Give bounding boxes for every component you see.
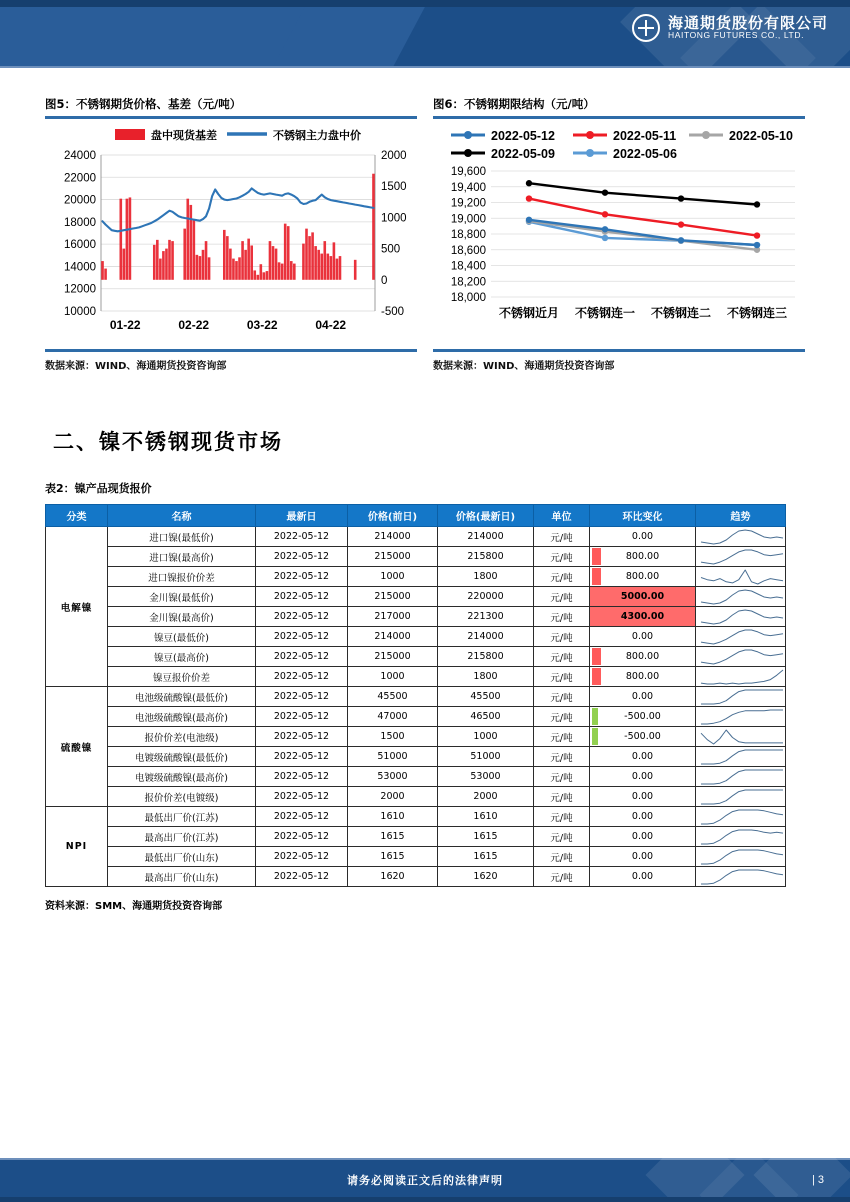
table-cell-name: 最低出厂价(山东) — [108, 847, 256, 867]
table-source: 资料来源：SMM、海通期货投资咨询部 — [45, 901, 223, 912]
svg-text:18000: 18000 — [64, 216, 96, 229]
change-value: 800.00 — [625, 651, 660, 662]
table-cell-unit: 元/吨 — [534, 807, 590, 827]
table-row — [46, 587, 786, 607]
svg-text:0: 0 — [381, 274, 388, 287]
table-row — [46, 527, 786, 547]
change-value: 5000.00 — [620, 591, 665, 602]
table-cell-price-prev: 51000 — [348, 747, 438, 767]
table-cell-unit: 元/吨 — [534, 707, 590, 727]
change-value: 0.00 — [631, 531, 654, 542]
table-cell-date: 2022-05-12 — [256, 787, 348, 807]
table-cell-date: 2022-05-12 — [256, 567, 348, 587]
table-cell-date: 2022-05-12 — [256, 847, 348, 867]
header-bottom-line — [0, 66, 850, 68]
table-cell-change — [590, 547, 696, 567]
figure-5-caption: 图5：不锈钢期货价格、基差（元/吨） — [45, 97, 242, 111]
table-cell-change — [590, 787, 696, 807]
table-cell-name: 进口镍(最低价) — [108, 527, 256, 547]
table-cell-name: 报价价差(电镀级) — [108, 787, 256, 807]
table-cell-price-prev: 1620 — [348, 867, 438, 887]
change-value: 0.00 — [631, 851, 654, 862]
change-value: 4300.00 — [620, 611, 665, 622]
table-cell-date: 2022-05-12 — [256, 727, 348, 747]
table-cell-name: 金川镍(最低价) — [108, 587, 256, 607]
table-cell-trend-sparkline — [696, 667, 786, 687]
change-bar — [592, 568, 601, 585]
svg-text:1000: 1000 — [381, 212, 407, 225]
svg-text:不锈钢连二: 不锈钢连二 — [650, 306, 712, 320]
table-cell-unit: 元/吨 — [534, 567, 590, 587]
table-cell-trend-sparkline — [696, 707, 786, 727]
table-cell-trend-sparkline — [696, 807, 786, 827]
table-row — [46, 567, 786, 587]
table-cell-price-prev: 47000 — [348, 707, 438, 727]
table-cell-unit: 元/吨 — [534, 667, 590, 687]
table-cell-price-prev: 1615 — [348, 847, 438, 867]
table-cell-change — [590, 727, 696, 747]
table-cell-price-prev: 1000 — [348, 667, 438, 687]
table-cell-unit: 元/吨 — [534, 587, 590, 607]
table-cell-trend-sparkline — [696, 547, 786, 567]
table-cell-change — [590, 607, 696, 627]
change-value: 0.00 — [631, 771, 654, 782]
table-cell-unit: 元/吨 — [534, 607, 590, 627]
table-cell-change — [590, 807, 696, 827]
figure-6-svg — [433, 119, 805, 347]
table-cell-price-prev: 2000 — [348, 787, 438, 807]
table-cell-price-latest: 1800 — [438, 667, 534, 687]
change-value: 0.00 — [631, 791, 654, 802]
table-cell-price-prev: 214000 — [348, 527, 438, 547]
table-row — [46, 607, 786, 627]
table-cell-name: 电池级硫酸镍(最高价) — [108, 707, 256, 727]
col-header-trend: 趋势 — [696, 505, 786, 527]
svg-text:22000: 22000 — [64, 172, 96, 185]
table-cell-price-latest: 1800 — [438, 567, 534, 587]
svg-text:18,000: 18,000 — [450, 292, 486, 304]
figure-6 — [433, 96, 805, 372]
col-header-price-prev: 价格(前日) — [348, 505, 438, 527]
change-value: 0.00 — [631, 751, 654, 762]
change-value: -500.00 — [624, 711, 661, 722]
table-cell-trend-sparkline — [696, 587, 786, 607]
svg-text:2022-05-11: 2022-05-11 — [613, 129, 677, 143]
change-bar — [592, 648, 601, 665]
table-cell-date: 2022-05-12 — [256, 647, 348, 667]
table-cell-price-prev: 215000 — [348, 547, 438, 567]
table-cell-unit: 元/吨 — [534, 847, 590, 867]
svg-text:12000: 12000 — [64, 283, 96, 296]
table-cell-name: 镍豆(最高价) — [108, 647, 256, 667]
svg-text:不锈钢近月: 不锈钢近月 — [498, 306, 560, 320]
svg-text:不锈钢连三: 不锈钢连三 — [726, 306, 788, 320]
table-cell-price-latest: 1620 — [438, 867, 534, 887]
table-cell-change — [590, 587, 696, 607]
table-row — [46, 707, 786, 727]
table-cell-change — [590, 867, 696, 887]
table-cell-price-latest: 53000 — [438, 767, 534, 787]
table-cell-name: 进口镍(最高价) — [108, 547, 256, 567]
table-cell-change — [590, 707, 696, 727]
section-heading: 二、镍不锈钢现货市场 — [53, 430, 283, 454]
svg-text:2022-05-06: 2022-05-06 — [613, 147, 677, 161]
table-header-row — [46, 505, 786, 527]
col-header-name: 名称 — [108, 505, 256, 527]
figure-5-plot — [45, 119, 417, 347]
change-value: -500.00 — [624, 731, 661, 742]
table-cell-price-prev: 1610 — [348, 807, 438, 827]
table-cell-unit: 元/吨 — [534, 527, 590, 547]
table-cell-price-latest: 1615 — [438, 847, 534, 867]
table-row — [46, 727, 786, 747]
footer-disclaimer: 请务必阅读正文后的法律声明 — [347, 1174, 503, 1187]
table-cell-price-latest: 1000 — [438, 727, 534, 747]
table-cell-price-latest: 215800 — [438, 647, 534, 667]
table-cell-unit: 元/吨 — [534, 767, 590, 787]
change-value: 0.00 — [631, 811, 654, 822]
table-cell-name: 电池级硫酸镍(最低价) — [108, 687, 256, 707]
svg-text:01-22: 01-22 — [109, 318, 141, 332]
svg-text:19,000: 19,000 — [450, 213, 486, 226]
table-cell-change — [590, 747, 696, 767]
table-caption: 表2：镍产品现货报价 — [45, 482, 152, 495]
svg-text:2022-05-09: 2022-05-09 — [491, 147, 555, 161]
table-cell-unit: 元/吨 — [534, 727, 590, 747]
page-footer-banner — [0, 1158, 850, 1202]
table-cell-trend-sparkline — [696, 627, 786, 647]
table-cell-unit: 元/吨 — [534, 687, 590, 707]
table-cell-trend-sparkline — [696, 787, 786, 807]
table-cell-price-prev: 215000 — [348, 587, 438, 607]
figure-5-svg — [45, 119, 417, 347]
svg-text:10000: 10000 — [64, 306, 96, 318]
table-cell-trend-sparkline — [696, 847, 786, 867]
figure-6-caption: 图6：不锈钢期限结构（元/吨） — [433, 97, 595, 111]
table-cell-price-latest: 220000 — [438, 587, 534, 607]
table-cell-price-prev: 1500 — [348, 727, 438, 747]
change-bar — [592, 548, 601, 565]
table-cell-price-latest: 46500 — [438, 707, 534, 727]
table-cell-date: 2022-05-12 — [256, 767, 348, 787]
svg-text:24000: 24000 — [64, 150, 96, 162]
table-category-cell: NPI — [46, 807, 108, 887]
svg-text:04-22: 04-22 — [315, 318, 347, 332]
svg-text:-500: -500 — [381, 306, 405, 318]
svg-text:19,200: 19,200 — [450, 197, 486, 210]
table-cell-date: 2022-05-12 — [256, 667, 348, 687]
table-cell-unit: 元/吨 — [534, 867, 590, 887]
table-cell-price-latest: 214000 — [438, 627, 534, 647]
page-header-banner — [0, 0, 850, 68]
table-cell-price-prev: 45500 — [348, 687, 438, 707]
svg-text:18,600: 18,600 — [450, 244, 486, 257]
col-header-date: 最新日 — [256, 505, 348, 527]
figure-5 — [45, 96, 417, 372]
haitong-emblem-icon — [632, 14, 660, 42]
table-cell-unit: 元/吨 — [534, 627, 590, 647]
table-cell-price-prev: 217000 — [348, 607, 438, 627]
figure-6-source: 数据来源：WIND、海通期货投资咨询部 — [433, 361, 615, 372]
change-value: 0.00 — [631, 691, 654, 702]
table-cell-trend-sparkline — [696, 687, 786, 707]
svg-text:1500: 1500 — [381, 181, 407, 194]
table-row — [46, 747, 786, 767]
table-cell-price-prev: 53000 — [348, 767, 438, 787]
table-cell-change — [590, 687, 696, 707]
change-value: 0.00 — [631, 871, 654, 882]
svg-text:02-22: 02-22 — [178, 318, 210, 332]
table-cell-date: 2022-05-12 — [256, 607, 348, 627]
table-cell-change — [590, 567, 696, 587]
table-cell-name: 进口镍报价价差 — [108, 567, 256, 587]
table-cell-price-prev: 215000 — [348, 647, 438, 667]
table-cell-trend-sparkline — [696, 767, 786, 787]
table-cell-unit: 元/吨 — [534, 787, 590, 807]
table-cell-change — [590, 647, 696, 667]
svg-text:20000: 20000 — [64, 194, 96, 207]
figure-6-plot — [433, 119, 805, 347]
change-value: 0.00 — [631, 631, 654, 642]
table-cell-change — [590, 627, 696, 647]
table-cell-date: 2022-05-12 — [256, 807, 348, 827]
table-category-cell: 硫酸镍 — [46, 687, 108, 807]
table-cell-price-latest: 214000 — [438, 527, 534, 547]
table-cell-change — [590, 767, 696, 787]
table-cell-trend-sparkline — [696, 867, 786, 887]
svg-text:18,800: 18,800 — [450, 229, 486, 241]
table-cell-trend-sparkline — [696, 527, 786, 547]
svg-text:不锈钢主力盘中价: 不锈钢主力盘中价 — [273, 130, 361, 142]
col-header-change: 环比变化 — [590, 505, 696, 527]
table-cell-date: 2022-05-12 — [256, 527, 348, 547]
table-category-cell: 电解镍 — [46, 527, 108, 687]
svg-text:2022-05-12: 2022-05-12 — [491, 129, 555, 143]
figures-row — [45, 96, 805, 372]
svg-text:18,400: 18,400 — [450, 260, 486, 273]
col-header-category: 分类 — [46, 505, 108, 527]
table-cell-price-latest: 45500 — [438, 687, 534, 707]
table-row — [46, 827, 786, 847]
col-header-unit: 单位 — [534, 505, 590, 527]
table-cell-trend-sparkline — [696, 607, 786, 627]
table-cell-name: 最高出厂价(江苏) — [108, 827, 256, 847]
table-cell-unit: 元/吨 — [534, 547, 590, 567]
svg-text:2022-05-10: 2022-05-10 — [729, 129, 793, 143]
table-cell-date: 2022-05-12 — [256, 747, 348, 767]
svg-text:03-22: 03-22 — [246, 318, 278, 332]
table-cell-price-prev: 1000 — [348, 567, 438, 587]
spot-quote-table — [45, 504, 786, 887]
svg-text:16000: 16000 — [64, 239, 96, 252]
company-name-en: HAITONG FUTURES CO., LTD. — [667, 30, 805, 41]
change-value: 800.00 — [625, 571, 660, 582]
svg-text:14000: 14000 — [64, 261, 96, 274]
table-cell-date: 2022-05-12 — [256, 627, 348, 647]
table-cell-trend-sparkline — [696, 747, 786, 767]
svg-text:18,200: 18,200 — [450, 276, 486, 289]
table-cell-name: 电镀级硫酸镍(最高价) — [108, 767, 256, 787]
table-cell-price-latest: 51000 — [438, 747, 534, 767]
change-value: 800.00 — [625, 551, 660, 562]
table-row — [46, 767, 786, 787]
figure-5-source: 数据来源：WIND、海通期货投资咨询部 — [45, 361, 227, 372]
change-value: 800.00 — [625, 671, 660, 682]
svg-text:500: 500 — [381, 243, 401, 256]
table-row — [46, 847, 786, 867]
table-row — [46, 547, 786, 567]
svg-text:2000: 2000 — [381, 150, 407, 162]
table-cell-name: 镍豆报价价差 — [108, 667, 256, 687]
svg-text:19,400: 19,400 — [450, 181, 486, 194]
table-cell-name: 最低出厂价(江苏) — [108, 807, 256, 827]
table-cell-date: 2022-05-12 — [256, 827, 348, 847]
change-bar — [592, 728, 598, 745]
company-logo — [632, 14, 828, 42]
footer-page-number: | 3 — [811, 1174, 824, 1186]
table-cell-date: 2022-05-12 — [256, 587, 348, 607]
table-row — [46, 867, 786, 887]
table-cell-unit: 元/吨 — [534, 827, 590, 847]
svg-text:19,600: 19,600 — [450, 166, 486, 178]
svg-text:不锈钢连一: 不锈钢连一 — [574, 306, 636, 320]
table-row — [46, 647, 786, 667]
table-row — [46, 667, 786, 687]
change-value: 0.00 — [631, 831, 654, 842]
table-row — [46, 687, 786, 707]
table-cell-trend-sparkline — [696, 647, 786, 667]
table-cell-change — [590, 667, 696, 687]
table-cell-price-latest: 221300 — [438, 607, 534, 627]
change-bar — [592, 668, 601, 685]
svg-text:盘中现货基差: 盘中现货基差 — [151, 130, 217, 142]
table-cell-name: 报价价差(电池级) — [108, 727, 256, 747]
table-cell-unit: 元/吨 — [534, 647, 590, 667]
table-cell-trend-sparkline — [696, 727, 786, 747]
table-row — [46, 787, 786, 807]
table-cell-price-latest: 1615 — [438, 827, 534, 847]
table-cell-trend-sparkline — [696, 567, 786, 587]
table-row — [46, 627, 786, 647]
table-cell-price-prev: 214000 — [348, 627, 438, 647]
table-cell-price-latest: 2000 — [438, 787, 534, 807]
company-name-cn: 海通期货股份有限公司 — [667, 13, 828, 32]
table-cell-change — [590, 827, 696, 847]
table-cell-change — [590, 847, 696, 867]
change-bar — [592, 708, 598, 725]
table-cell-date: 2022-05-12 — [256, 867, 348, 887]
table-cell-name: 最高出厂价(山东) — [108, 867, 256, 887]
table-cell-price-latest: 1610 — [438, 807, 534, 827]
table-cell-price-prev: 1615 — [348, 827, 438, 847]
table-cell-name: 镍豆(最低价) — [108, 627, 256, 647]
table-cell-date: 2022-05-12 — [256, 707, 348, 727]
table-cell-date: 2022-05-12 — [256, 687, 348, 707]
table-cell-date: 2022-05-12 — [256, 547, 348, 567]
header-top-strip — [0, 0, 850, 7]
col-header-price-latest: 价格(最新日) — [438, 505, 534, 527]
table-cell-unit: 元/吨 — [534, 747, 590, 767]
table-cell-change — [590, 527, 696, 547]
table-cell-price-latest: 215800 — [438, 547, 534, 567]
table-cell-name: 电镀级硫酸镍(最低价) — [108, 747, 256, 767]
table-row — [46, 807, 786, 827]
table-cell-name: 金川镍(最高价) — [108, 607, 256, 627]
table-cell-trend-sparkline — [696, 827, 786, 847]
